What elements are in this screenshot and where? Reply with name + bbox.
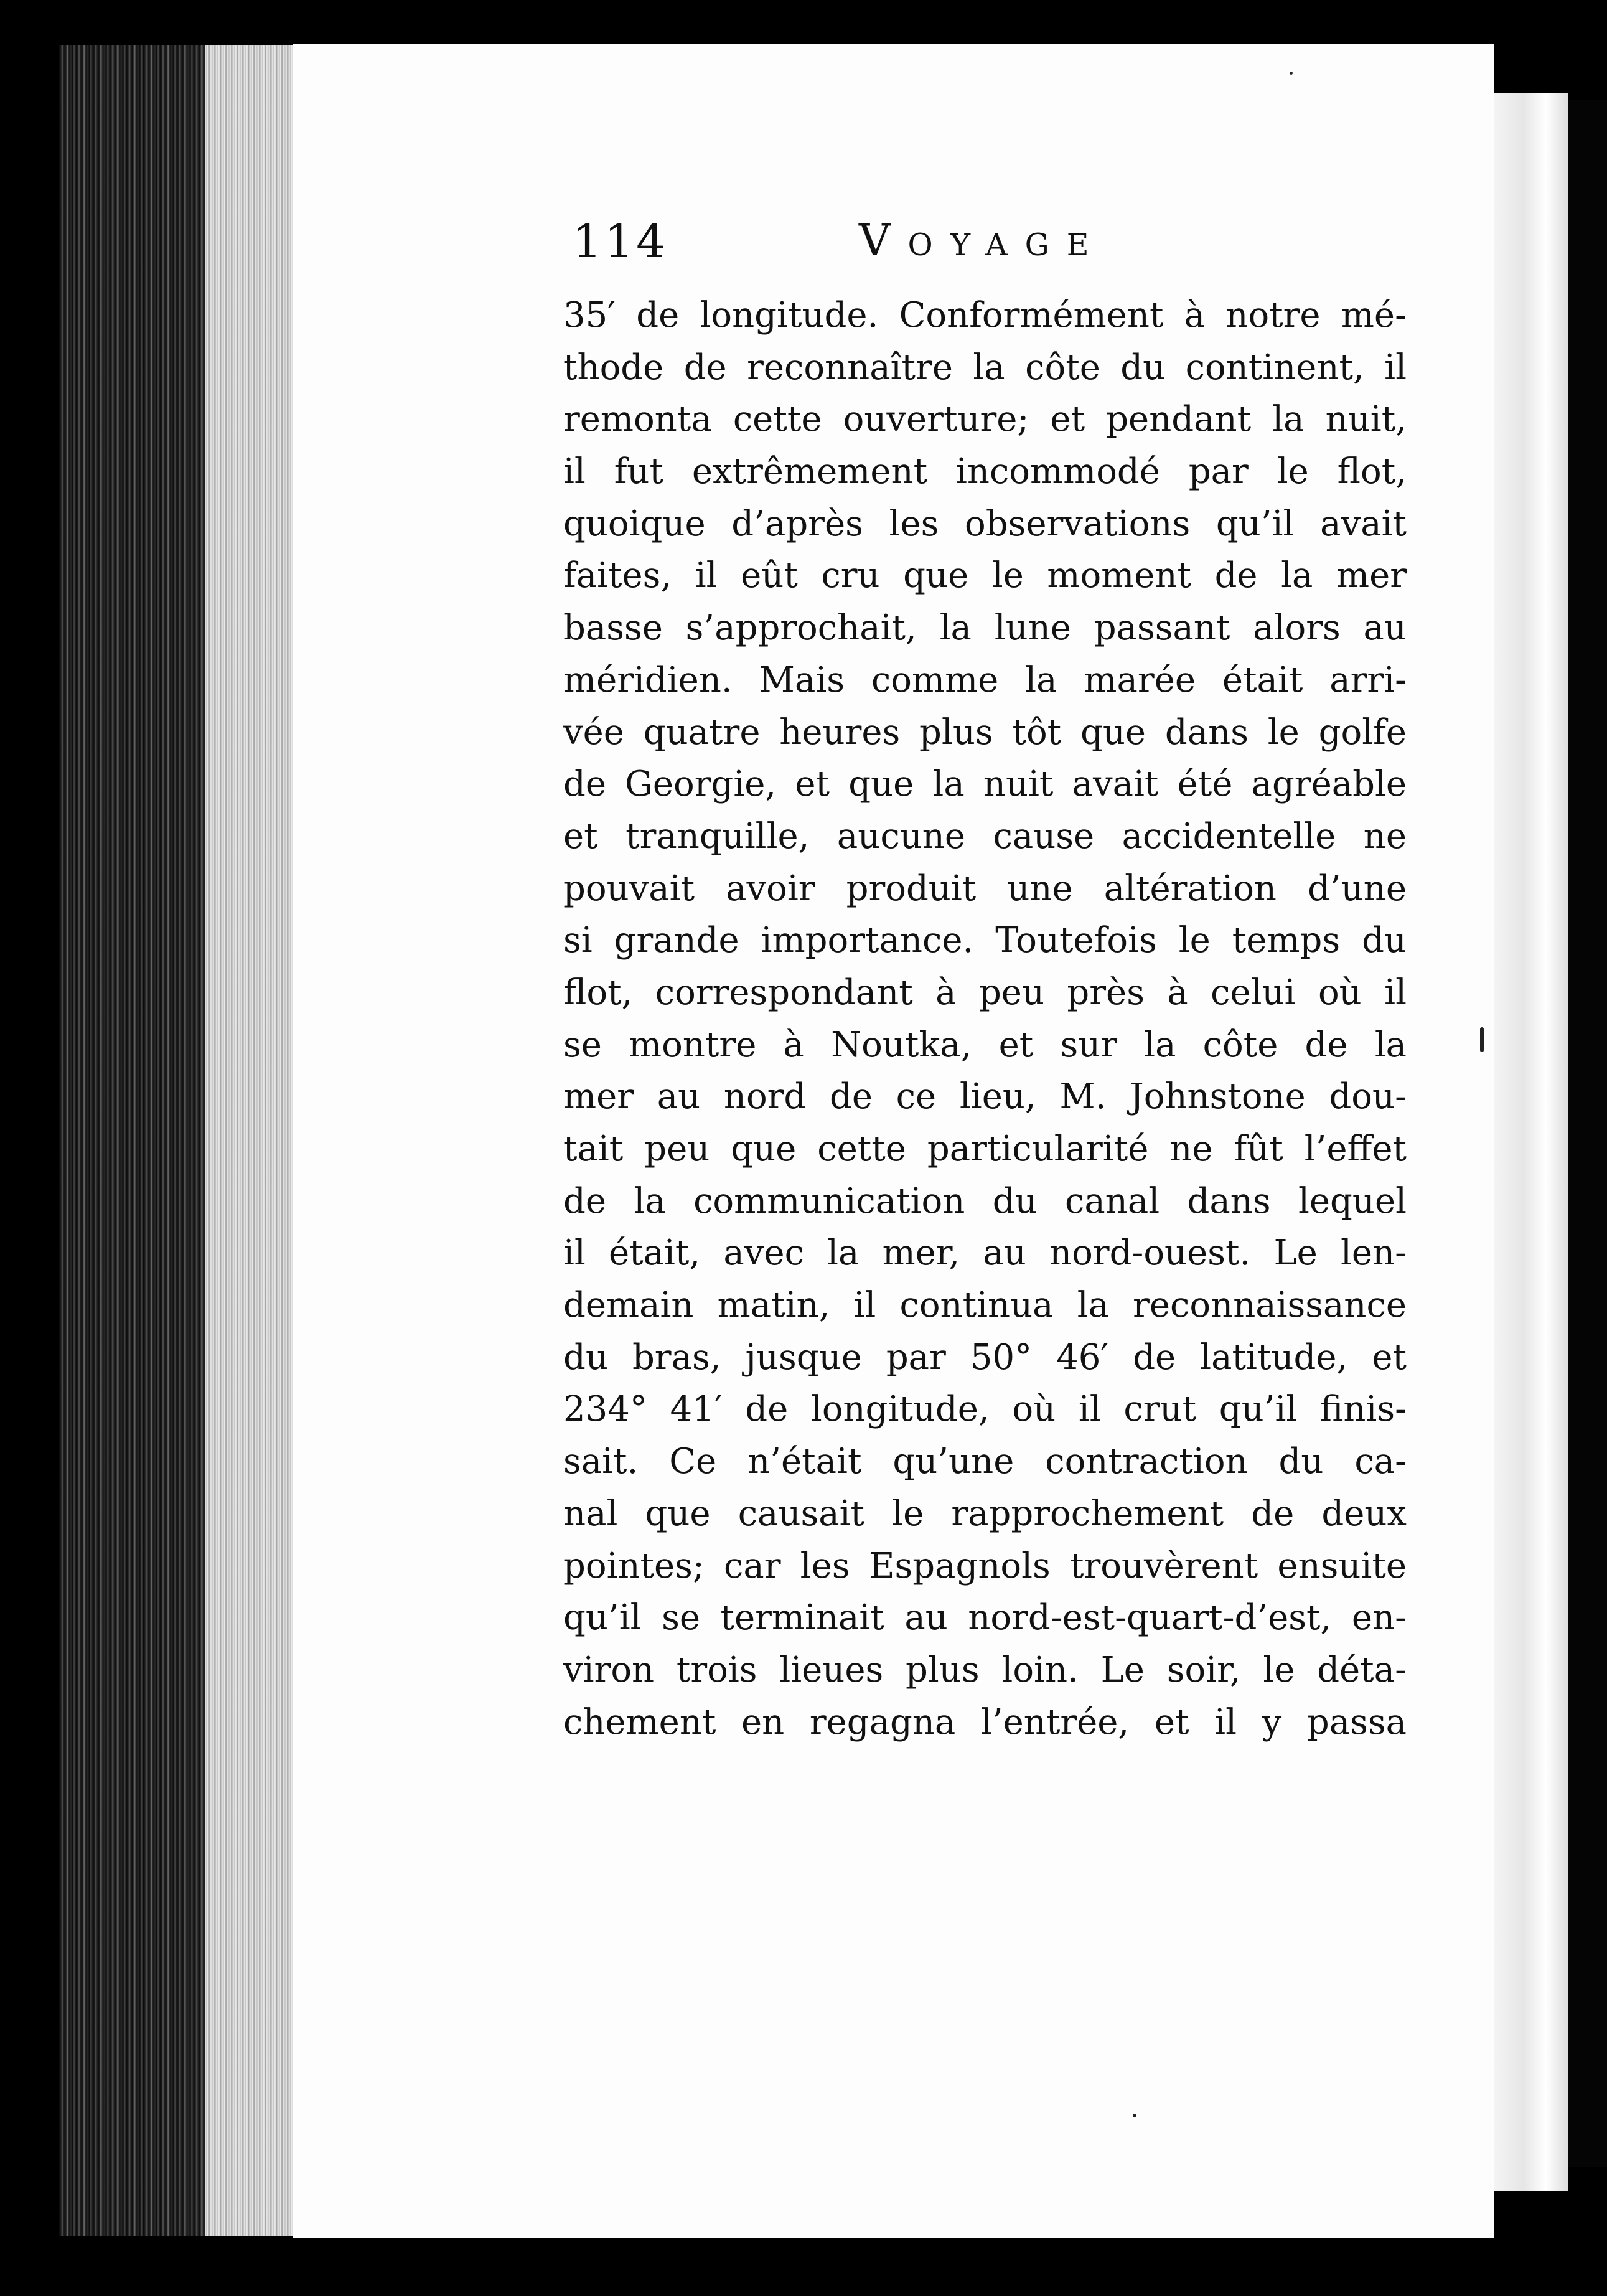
text-line: méridien. Mais comme la marée était arri- xyxy=(563,659,1407,700)
text-line: si grande importance. Toutefois le temps du xyxy=(563,920,1407,961)
text-line: remonta cette ouverture; et pendant la nuit, xyxy=(563,399,1407,440)
text-line: il était, avec la mer, au nord-ouest. Le len- xyxy=(563,1233,1407,1274)
text-line: vée quatre heures plus tôt que dans le golfe xyxy=(563,712,1407,753)
running-head xyxy=(573,215,1444,283)
scan-speck xyxy=(1133,2114,1136,2117)
text-line: sait. Ce n’était qu’une contraction du ca- xyxy=(563,1441,1407,1482)
text-line: basse s’approchait, la lune passant alors au xyxy=(563,608,1407,649)
text-line: pointes; car les Espagnols trouvèrent ensuite xyxy=(563,1545,1407,1586)
text-line: 234° 41′ de longitude, où il crut qu’il finis- xyxy=(563,1389,1407,1430)
text-line: tait peu que cette particularité ne fût l’effet xyxy=(563,1129,1407,1169)
text-line: pouvait avoir produit une altération d’une xyxy=(563,868,1407,909)
scan-border-right xyxy=(1568,100,1607,2167)
text-line: nal que causait le rapprochement de deux xyxy=(563,1493,1407,1534)
running-title: Voyage xyxy=(859,215,1107,266)
text-line: faites, il eût cru que le moment de la mer xyxy=(563,555,1407,596)
text-line: flot, correspondant à peu près à celui où il xyxy=(563,972,1407,1013)
scan-speck xyxy=(1290,72,1293,75)
text-line: quoique d’après les observations qu’il avait xyxy=(563,503,1407,544)
text-line: de Georgie, et que la nuit avait été agréable xyxy=(563,764,1407,805)
page-edge-right xyxy=(1494,93,1568,2191)
text-line: il fut extrêmement incommodé par le flot, xyxy=(563,451,1407,492)
text-line: mer au nord de ce lieu, M. Johnstone dou- xyxy=(563,1076,1407,1117)
text-line: viron trois lieues plus loin. Le soir, le déta- xyxy=(563,1649,1407,1690)
text-line: thode de reconnaître la côte du continent, il xyxy=(563,347,1407,388)
text-line: et tranquille, aucune cause accidentelle ne xyxy=(563,816,1407,857)
text-line: qu’il se terminait au nord-est-quart-d’est, en- xyxy=(563,1597,1407,1639)
text-line: demain matin, il continua la reconnaissance xyxy=(563,1285,1407,1326)
page-number: 114 xyxy=(573,215,668,268)
body-text xyxy=(563,289,1407,1748)
text-line: chement en regagna l’entrée, et il y passa xyxy=(563,1701,1407,1743)
text-line: de la communication du canal dans lequel xyxy=(563,1180,1407,1221)
text-line: se montre à Noutka, et sur la côte de la xyxy=(563,1024,1407,1065)
book-gutter-edge xyxy=(205,45,299,2236)
text-line: du bras, jusque par 50° 46′ de latitude, et xyxy=(563,1337,1407,1378)
scan-speck xyxy=(1480,1027,1484,1052)
text-line: 35′ de longitude. Conformément à notre mé- xyxy=(563,295,1407,336)
